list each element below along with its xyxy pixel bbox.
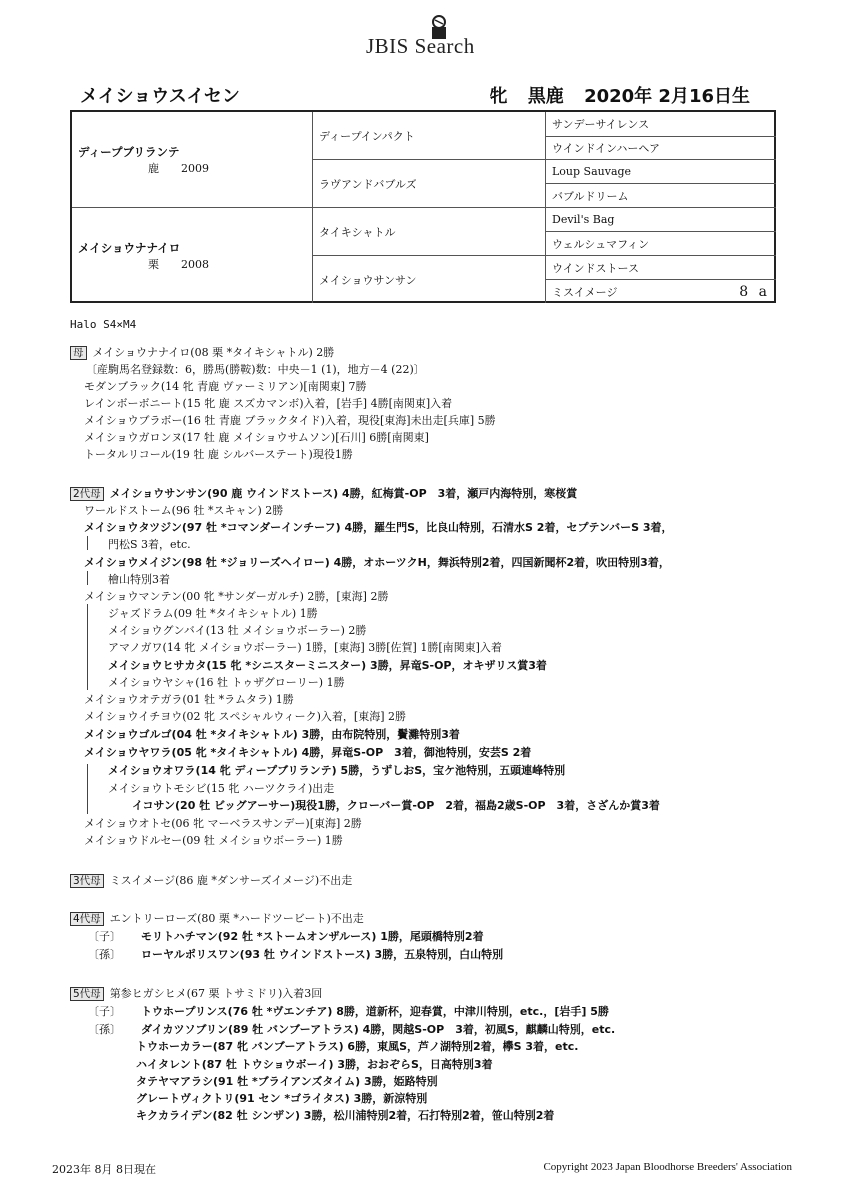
inbreeding-note: Halo S4×M4: [70, 318, 137, 331]
pedigree-gen2: ラヴアンドバブルズ: [312, 159, 545, 207]
dam-detail: 栗 2008: [148, 257, 209, 271]
generation-tag: 2代母: [70, 487, 104, 501]
family-line: [70, 987, 322, 1001]
pedigree-gen3: ウインドストース: [545, 255, 776, 279]
tree-line: [87, 571, 88, 585]
footer-date: 2023年 8月 8日現在: [52, 1163, 156, 1176]
line-text: ダイカツソブリン(89 牡 バンブーアトラス) 4勝，関越S-OP 3着，初風S，麒麟山特別，etc.: [141, 1023, 616, 1036]
pedigree-gen3-last: [545, 279, 776, 303]
family-line: メイショウドルセー(09 牡 メイショウボーラー) 1勝: [84, 834, 343, 847]
family-line: メイショウグンバイ(13 牡 メイショウボーラー) 2勝: [108, 624, 367, 637]
relation-prefix: 〔孫〕: [88, 948, 121, 961]
family-line: メイショウメイジン(98 牡 *ジョリーズヘイロー) 4勝，オホーツクH，舞浜特別2着，四国新聞杯2着，吹田特別3着，: [84, 556, 670, 569]
family-line: メイショウオワラ(14 牝 ディープブリランテ) 5勝，うずしおS，宝ケ池特別，五頭連峰特別: [108, 764, 566, 777]
family-line: [88, 1005, 609, 1019]
line-text: エントリーローズ(80 栗 *ハードツービート)不出走: [109, 912, 364, 925]
generation-tag: 5代母: [70, 987, 104, 1001]
family-line: アマノガワ(14 牝 メイショウボーラー) 1勝，[東海] 3勝[佐賀] 1勝[南関東]入着: [108, 641, 502, 654]
pedigree-gen3-name: ミスイメージ: [552, 285, 618, 299]
relation-prefix: 〔孫〕: [88, 1023, 121, 1036]
dam-name: メイショウナナイロ: [78, 240, 181, 255]
family-line: メイショウヤシャ(16 牡 トゥザグローリー) 1勝: [108, 676, 345, 689]
family-line: キクカライデン(82 牡 シンザン) 3勝，松川浦特別2着，石打特別2着，笹山特別2着: [136, 1109, 555, 1122]
relation-prefix: 〔子〕: [88, 1005, 121, 1018]
pedigree-gen3: ウインドインハーヘア: [545, 136, 776, 159]
family-line: [88, 948, 503, 962]
family-line: [70, 487, 577, 501]
pedigree-gen3: サンデーサイレンス: [545, 112, 776, 136]
line-text: ローヤルポリスワン(93 牡 ウインドストース) 3勝，五泉特別，白山特別: [141, 948, 504, 961]
tree-line: [87, 764, 88, 814]
family-line: 門松S 3着，etc.: [108, 538, 191, 551]
pedigree-sire: [72, 112, 312, 207]
line-text: メイショウサンサン(90 鹿 ウインドストース) 4勝，紅梅賞-OP 3着，瀬戸内海特別，寒桜賞: [109, 487, 578, 500]
pedigree-gen3: Loup Sauvage: [545, 159, 776, 183]
horse-sex: 牝: [489, 86, 508, 107]
generation-tag: 母: [70, 346, 87, 360]
horse-birth: 2020年 2月16日生: [584, 86, 750, 107]
line-text: トウホープリンス(76 牡 *ヴエンチア) 8勝，道新杯，迎春賞，中津川特別，etc.，[岩手] 5勝: [141, 1005, 609, 1018]
family-line: 〔産駒馬名登録数：6，勝馬(勝鞍)数：中央－1 (1)，地方－4 (22)〕: [86, 363, 425, 376]
family-line: トータルリコール(19 牡 鹿 シルバーステート)現役1勝: [84, 448, 353, 461]
family-line: メイショウブラボー(16 牡 青鹿 ブラックタイド)入着，現役[東海]未出走[兵庫] 5勝: [84, 414, 496, 427]
family-line: メイショウガロンヌ(17 牡 鹿 メイショウサムソン)[石川] 6勝[南関東]: [84, 431, 429, 444]
horse-color: 黒鹿: [527, 86, 564, 107]
family-line: [88, 930, 484, 944]
family-line: [88, 1023, 615, 1037]
family-number: 8 a: [739, 283, 770, 300]
sire-detail: 鹿 2009: [148, 161, 209, 175]
line-text: メイショウナナイロ(08 栗 *タイキシャトル) 2勝: [92, 346, 335, 359]
logo-text: JBIS Search: [366, 34, 475, 58]
family-line: ジャズドラム(09 牡 *タイキシャトル) 1勝: [108, 607, 318, 620]
family-line: メイショウタツジン(97 牡 *コマンダーインチーフ) 4勝，羅生門S，比良山特別，石清水S 2着，セプテンバーS 3着，: [84, 521, 673, 534]
family-line: [70, 346, 334, 360]
pedigree-gen3: ウェルシュマフィン: [545, 231, 776, 255]
family-line: [70, 912, 364, 926]
pedigree-gen3: バブルドリーム: [545, 183, 776, 207]
pedigree-gen2: メイショウサンサン: [312, 255, 545, 303]
jbis-logo: [366, 10, 506, 60]
pedigree-gen2: ディープインパクト: [312, 112, 545, 159]
pedigree-gen3: Devil's Bag: [545, 207, 776, 231]
family-line: ハイタレント(87 牡 トウショウボーイ) 3勝，おおぞらS，日高特別3着: [136, 1058, 493, 1071]
family-line: メイショウオトセ(06 牝 マーベラスサンデー)[東海] 2勝: [84, 817, 362, 830]
family-line: メイショウオテガラ(01 牡 *ラムタラ) 1勝: [84, 693, 294, 706]
family-line: グレートヴィクトリ(91 セン *ゴライタス) 3勝，新涼特別: [136, 1092, 428, 1105]
generation-tag: 4代母: [70, 912, 104, 926]
sire-name: ディープブリランテ: [78, 144, 180, 159]
horse-name: メイショウスイセン: [80, 86, 240, 107]
line-text: モリトハチマン(92 牡 *ストームオンザルース) 1勝，尾頭橋特別2着: [141, 930, 484, 943]
family-line: タテヤマアラシ(91 牡 *ブライアンズタイム) 3勝，姫路特別: [136, 1075, 438, 1088]
family-line: メイショウイチヨウ(02 牝 スペシャルウィーク)入着，[東海] 2勝: [84, 710, 406, 723]
pedigree-gen2: タイキシャトル: [312, 207, 545, 255]
family-line: モダンブラック(14 牝 青鹿 ヴァーミリアン)[南関東] 7勝: [84, 380, 367, 393]
family-line: レインボーボニート(15 牝 鹿 スズカマンボ)入着，[岩手] 4勝[南関東]入着: [84, 397, 453, 410]
family-line: ワールドストーム(96 牡 *スキャン) 2勝: [84, 504, 284, 517]
footer-copyright: Copyright 2023 Japan Bloodhorse Breeders' Association: [543, 1161, 792, 1173]
family-line: メイショウゴルゴ(04 牡 *タイキシャトル) 3勝，由布院特別，鬢灘特別3着: [84, 728, 460, 741]
pedigree-table: [70, 110, 776, 303]
family-line: メイショウヤワラ(05 牝 *タイキシャトル) 4勝，昇竜S-OP 3着，御池特別，安芸S 2着: [84, 746, 532, 759]
family-line: メイショウトモシビ(15 牝 ハーツクライ)出走: [108, 782, 335, 795]
pedigree-dam: [72, 207, 312, 303]
tree-line: [87, 536, 88, 550]
line-text: ミスイメージ(86 鹿 *ダンサーズイメージ)不出走: [109, 874, 353, 887]
family-line: メイショウヒサカタ(15 牝 *シニスターミニスター) 3勝，昇竜S-OP，オキザリス賞3着: [108, 659, 547, 672]
family-line: イコサン(20 牡 ビッグアーサー)現役1勝，クローバー賞-OP 2着，福島2歳S-OP 3着，さざんか賞3着: [132, 799, 660, 812]
relation-prefix: 〔子〕: [88, 930, 121, 943]
line-text: 第参ヒガシヒメ(67 栗 トサミドリ)入着3回: [109, 987, 323, 1000]
family-line: トウホーカラー(87 牝 バンブーアトラス) 6勝，東風S，芦ノ湖特別2着，欅S 3着，etc.: [136, 1040, 579, 1053]
horse-info: [476, 82, 751, 108]
family-line: 檜山特別3着: [108, 573, 170, 586]
family-line: [70, 874, 352, 888]
family-line: メイショウマンテン(00 牝 *サンダーガルチ) 2勝，[東海] 2勝: [84, 590, 389, 603]
generation-tag: 3代母: [70, 874, 104, 888]
horse-header: [80, 82, 750, 108]
tree-line: [87, 604, 88, 690]
